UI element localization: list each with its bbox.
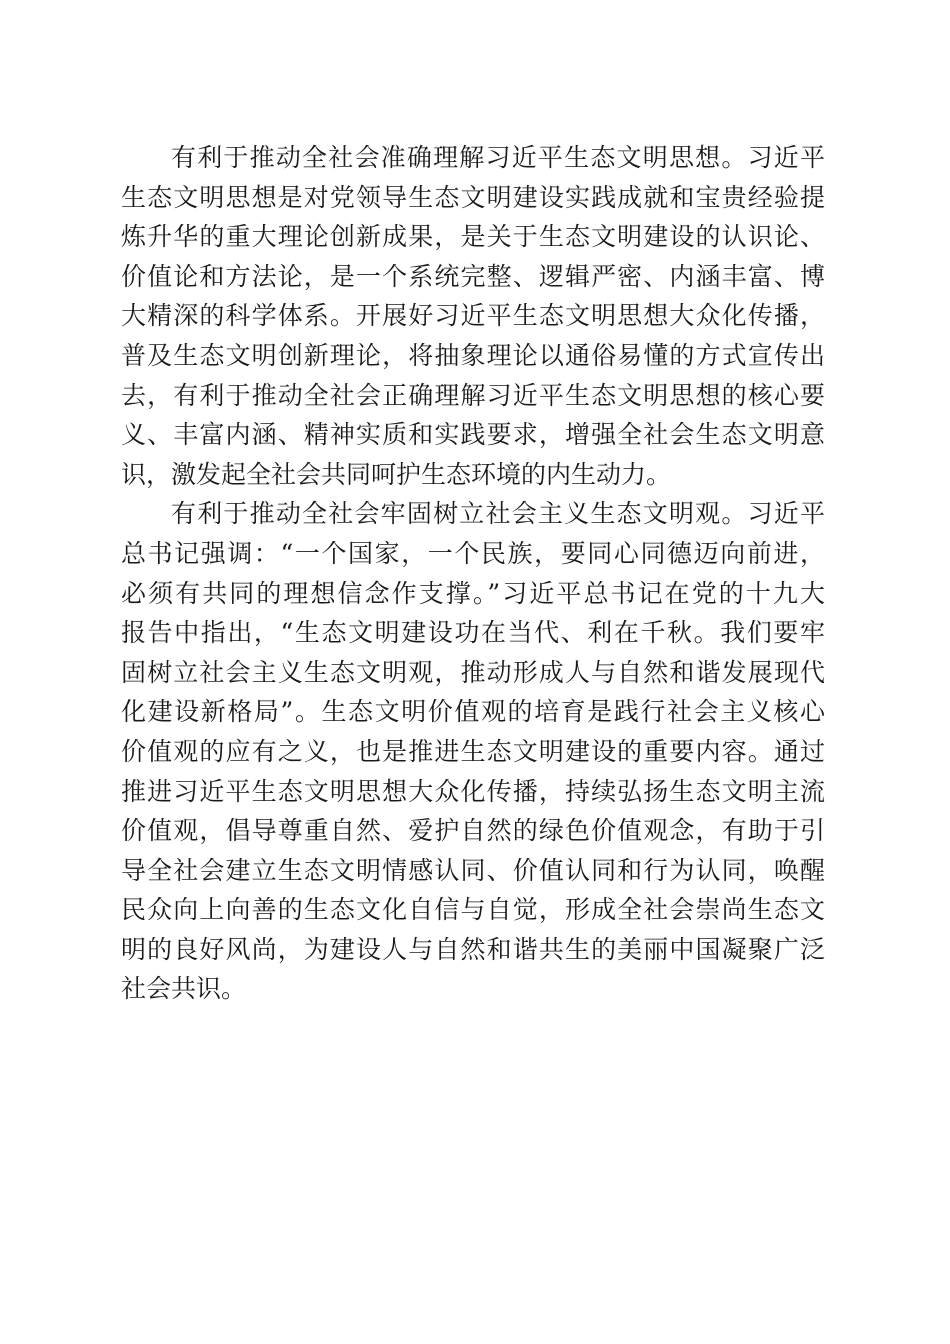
text-line: 去，有利于推动全社会正确理解习近平生态文明思想的核心要 [121, 380, 825, 410]
text-line: 报告中指出，“生态文明建设功在当代、利在千秋。我们要牢 [121, 618, 825, 648]
paragraph-2 [121, 494, 825, 1009]
text-line: 炼升华的重大理论创新成果，是关于生态文明建设的认识论、 [121, 222, 825, 252]
document-body [121, 138, 825, 1009]
text-line: 化建设新格局”。生态文明价值观的培育是践行社会主义核心 [121, 697, 825, 727]
text-line: 总书记强调：“一个国家，一个民族，要同心同德迈向前进， [121, 538, 825, 568]
text-line: 民众向上向善的生态文化自信与自觉，形成全社会崇尚生态文 [121, 895, 825, 925]
text-line: 价值观的应有之义，也是推进生态文明建设的重要内容。通过 [121, 736, 825, 766]
text-line: 识，激发起全社会共同呵护生态环境的内生动力。 [121, 459, 672, 489]
text-line: 必须有共同的理想信念作支撑。”习近平总书记在党的十九大 [121, 578, 825, 608]
text-line: 普及生态文明创新理论，将抽象理论以通俗易懂的方式宣传出 [121, 340, 825, 370]
text-line: 有利于推动全社会牢固树立社会主义生态文明观。习近平 [171, 499, 825, 529]
text-line: 大精深的科学体系。开展好习近平生态文明思想大众化传播， [121, 301, 825, 331]
text-line: 生态文明思想是对党领导生态文明建设实践成就和宝贵经验提 [121, 182, 825, 212]
text-line: 有利于推动全社会准确理解习近平生态文明思想。习近平 [171, 143, 825, 172]
paragraph-1 [121, 138, 825, 494]
text-line: 明的良好风尚，为建设人与自然和谐共生的美丽中国凝聚广泛 [121, 934, 825, 964]
text-line: 社会共识。 [121, 974, 247, 1004]
text-line: 固树立社会主义生态文明观，推动形成人与自然和谐发展现代 [121, 657, 825, 687]
text-line: 导全社会建立生态文明情感认同、价值认同和行为认同，唤醒 [121, 855, 825, 885]
text-line: 推进习近平生态文明思想大众化传播，持续弘扬生态文明主流 [121, 776, 825, 806]
text-line: 价值观，倡导尊重自然、爱护自然的绿色价值观念，有助于引 [121, 816, 825, 846]
text-line: 价值论和方法论，是一个系统完整、逻辑严密、内涵丰富、博 [121, 261, 825, 291]
text-line: 义、丰富内涵、精神实质和实践要求，增强全社会生态文明意 [121, 420, 825, 450]
